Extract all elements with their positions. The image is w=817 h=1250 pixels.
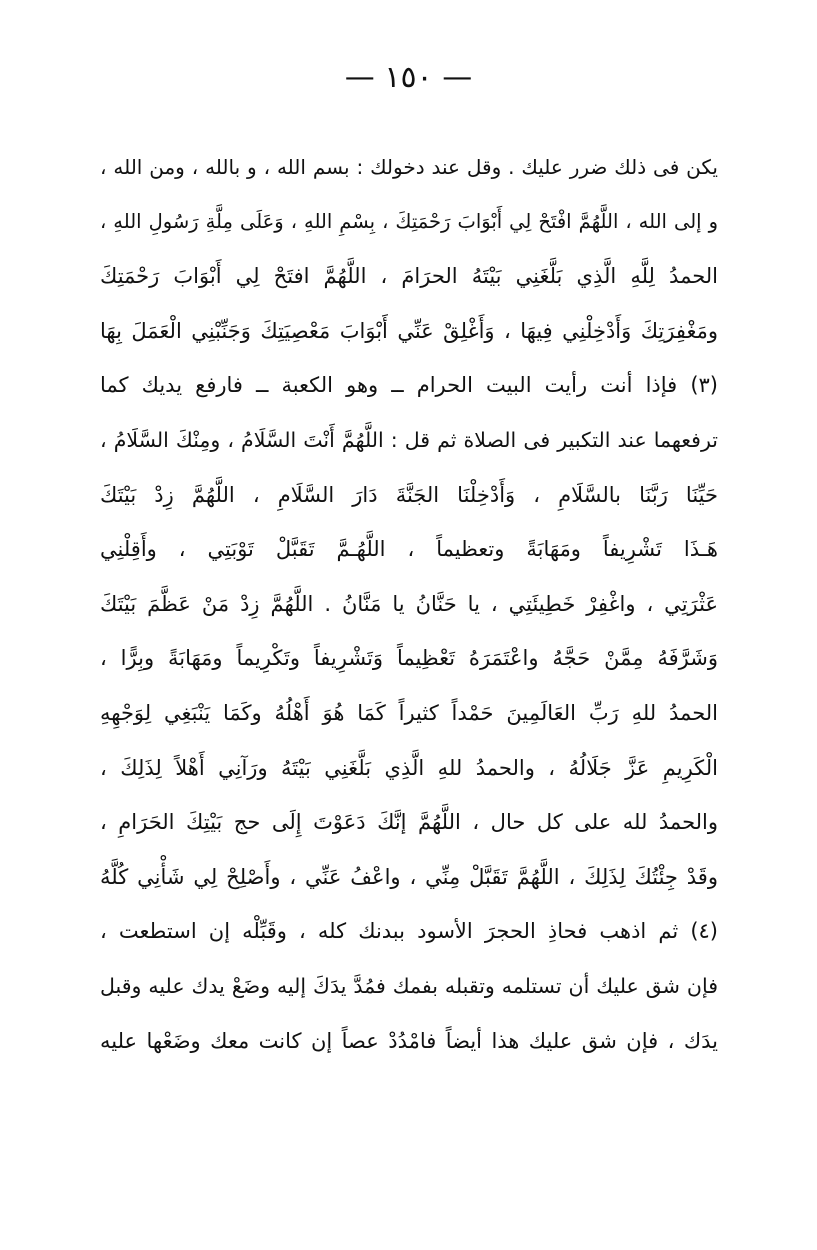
page-number: — ١٥٠ —	[344, 60, 473, 95]
body-text	[100, 140, 718, 1068]
text-line: والحمدُ لله على كل حال ، اللَّهُمَّ إنَّكَ دَعَوْتَ إِلَى حج بَيْتِكَ الحَرَامِ ،	[100, 810, 718, 835]
text-line: الحمدُ لِلَّهِ الَّذِي بَلَّغَنِي بَيْتَهُ الحرَامَ ، اللَّهُمَّ افتَحْ لِي أَبْوَابَ رَحْمَتِكَ	[100, 264, 718, 289]
text-line: ترفعهما عند التكبير فى الصلاة ثم قل : اللَّهُمَّ أَنْتَ السَّلَامُ ، ومِنْكَ السَّلَامُ ،	[100, 427, 718, 452]
text-line: وقَدْ جِئْتُكَ لِذَلِكَ ، اللَّهُمَّ تَقَبَّلْ مِنِّي ، واعْفُ عَنِّي ، وأَصْلِحْ لِي شَأْنِي كُلَّهُ	[100, 864, 718, 889]
paragraph-4-start: (٤) ثم اذهب فحاذِ الحجرَ الأسود ببدنك كله ، وقَبِّلْه إن استطعت ،	[100, 919, 718, 944]
text-line: الْكَرِيمِ عَزَّ جَلَالُهُ ، والحمدُ للهِ الَّذِي بَلَّغَنِي بَيْتَهُ ورَآنِي أَهْلاً لِذَلِكَ ،	[100, 755, 718, 780]
text-line: و إلى الله ، اللَّهُمَّ افْتَحْ لِي أَبْوَابَ رَحْمَتِكَ ، بِسْمِ اللهِ ، وَعَلَى مِلَّةِ رَسُولِ اللهِ ،	[100, 209, 718, 233]
text-line: عَثْرَتِي ، واغْفِرْ خَطِيئَتِي ، يا حَنَّانُ يا مَنَّانُ . اللَّهُمَّ زِدْ مَنْ عَظَّمَ بَيْتَكَ	[100, 591, 718, 616]
text-line: حَيِّنَا رَبَّنَا بالسَّلَامِ ، وَأَدْخِلْنَا الجَنَّةَ دَارَ السَّلَامِ ، اللَّهُمَّ زِدْ بَيْتَكَ	[100, 482, 718, 507]
text-line: الحمدُ للهِ رَبِّ العَالَمِينَ حَمْداً كثيراً كَمَا هُوَ أَهْلُهُ وكَمَا يَنْبَغِي لِوَجْهِهِ	[100, 700, 718, 725]
text-line: يكن فى ذلك ضرر عليك . وقل عند دخولك : بسم الله ، و بالله ، ومن الله ،	[100, 155, 718, 179]
text-line: هَـذَا تَشْرِيفاً ومَهَابَةً وتعظيماً ، اللَّهُـمَّ تَقَبَّلْ تَوْبَتِي ، وأَقِلْنِي	[100, 537, 718, 562]
text-line: يدَك ، فإن شق عليك هذا أيضاً فامْدُدْ عصاً إن كانت معك وضَعْها عليه	[100, 1028, 718, 1053]
text-line: ومَغْفِرَتِكَ وَأَدْخِلْنِي فِيهَا ، وَأَغْلِقْ عَنِّي أَبْوَابَ مَعْصِيَتِكَ وَجَنِّبْنِي الْعَمَلَ بِهَا	[100, 318, 718, 343]
paragraph-3-start: (٣) فإذا أنت رأيت البيت الحرام ــ وهو الكعبة ــ فارفع يديك كما	[100, 373, 718, 398]
text-line: وَشَرَّفَهُ مِمَّنْ حَجَّهُ واعْتَمَرَهُ تَعْظِيماً وَتَشْرِيفاً وتَكْرِيماً ومَهَابَةً وبِرًّا ،	[100, 646, 718, 671]
text-line: فإن شق عليك أن تستلمه وتقبله بفمك فمُدَّ يدَكَ إليه وضَعْ يدك عليه وقبل	[100, 973, 718, 998]
